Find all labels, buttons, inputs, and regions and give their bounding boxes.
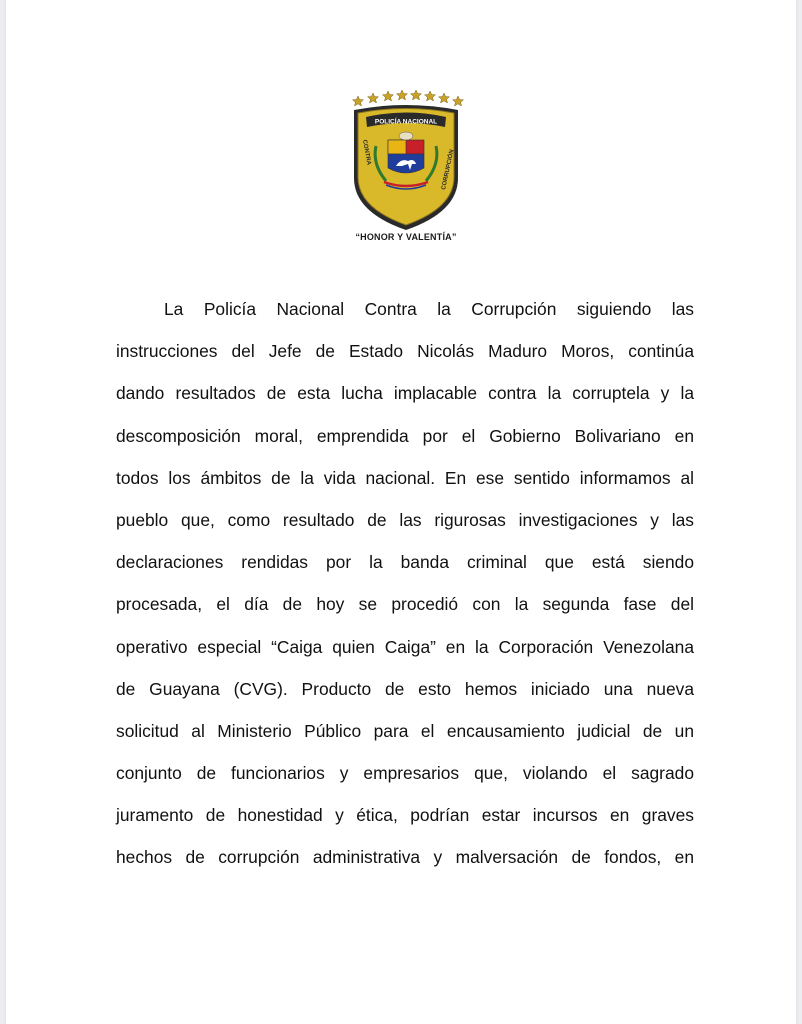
paragraph-line: solicitud al Ministerio Público para el encausamiento judicial de un — [116, 720, 694, 741]
paragraph-line: procesada, el día de hoy se procedió con la segunda fase del — [116, 594, 694, 615]
paragraph-line: pueblo que, como resultado de las rigurosas investigaciones y las — [116, 509, 694, 530]
star-icon — [353, 90, 464, 106]
paragraph-line: de Guayana (CVG). Producto de esto hemos iniciado una nueva — [116, 678, 694, 699]
paragraph-line: descomposición moral, emprendida por el Gobierno Bolivariano en — [116, 425, 694, 446]
shield-icon — [346, 86, 466, 246]
document-page — [6, 0, 796, 1024]
paragraph-line: hechos de corrupción administrativa y malversación de fondos, en — [116, 847, 694, 868]
paragraph-line: operativo especial “Caiga quien Caiga” en la Corporación Venezolana — [116, 636, 694, 657]
paragraph-line: La Policía Nacional Contra la Corrupción siguiendo las — [164, 299, 694, 319]
badge-right-text: CORRUPCIÓN — [441, 149, 456, 191]
badge-top-text: POLICÍA NACIONAL — [374, 118, 438, 126]
paragraph-line: instrucciones del Jefe de Estado Nicolás Maduro Moros, continúa — [116, 341, 694, 362]
paragraph-line: conjunto de funcionarios y empresarios que, violando el sagrado — [116, 763, 694, 784]
paragraph-line: juramento de honestidad y ética, podrían estar incursos en graves — [116, 805, 694, 826]
paragraph-line: todos los ámbitos de la vida nacional. En ese sentido informamos al — [116, 467, 694, 488]
police-badge-emblem — [346, 86, 466, 246]
paragraph-line: dando resultados de esta lucha implacable contra la corruptela y la — [116, 383, 694, 404]
badge-left-text: CONTRA — [361, 139, 372, 166]
motto: “HONOR Y VALENTÍA” — [355, 232, 457, 242]
paragraph-line: declaraciones rendidas por la banda criminal que está siendo — [116, 552, 694, 573]
body-paragraph — [116, 288, 694, 879]
